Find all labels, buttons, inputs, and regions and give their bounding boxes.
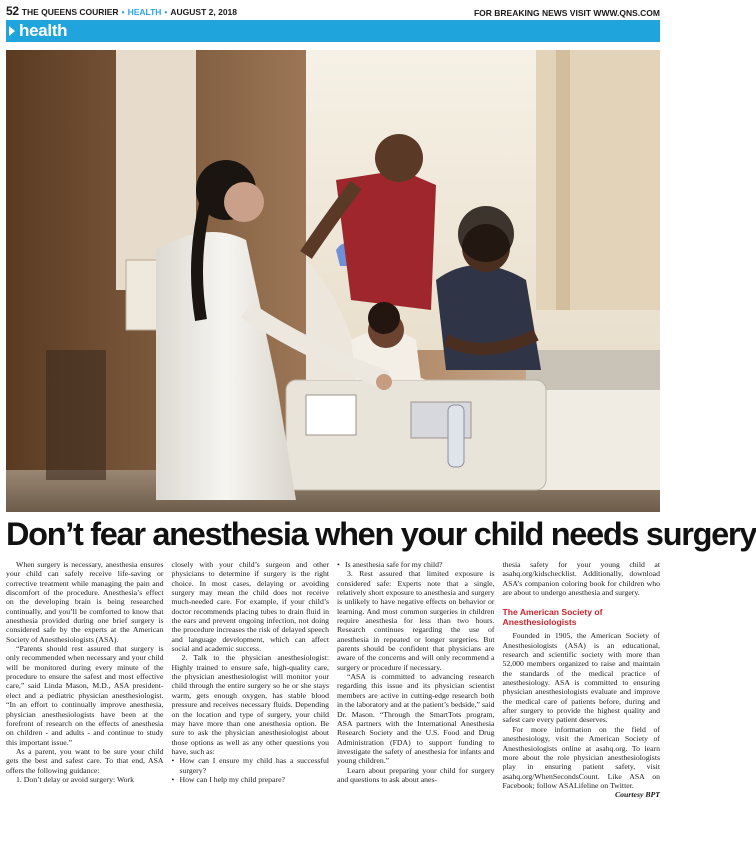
girl-hair xyxy=(368,302,400,334)
bed-screen xyxy=(306,395,356,435)
paragraph: thesia safety for your young child at asahq.org/kidschecklist. Additionally, download ASA’s companion coloring book for children who are about to undergo anesthesia and surgery. xyxy=(502,560,660,598)
doctor-hand xyxy=(376,374,392,390)
father-head xyxy=(375,134,423,182)
page-header xyxy=(6,4,660,18)
photo-illustration xyxy=(6,50,660,512)
side-rail xyxy=(526,350,660,390)
paragraph: 2. Talk to the physician anesthesiologist: Highly trained to ensure safe, high-quality care, the physician anesthesiologist will monitor your child through the entire surgery so he or she stays warm, gets enough oxygen, has stable blood pressure and receives necessary fluids. Depending on the location and type of surgery, your child may have more than one anesthesia option. Be sure to ask the physician anesthesiologist about those options as well as any other questions you have, such as: xyxy=(171,653,329,756)
paragraph: “ASA is committed to advancing research regarding this issue and its physician scientist members are active in cutting-edge research both in the laboratory and at the patient’s bedside,” said Dr. Mason. “Through the SmartTots program, ASA partners with the International Anesthesia Research Society and the U.S. Food and Drug Administration (FDA) to support funding to investigate the safety of anesthesia for infants and young children.” xyxy=(337,672,495,766)
article-body xyxy=(6,560,660,842)
paragraph: 3. Rest assured that limited exposure is considered safe: Experts note that a single, relatively short exposure to anesthesia and surgery is unlikely to have negative effects on behavior or learning. And most common surgeries in children require anesthesia for less than two hours. Research continues regarding the use of anesthesia in repeated or longer surgeries. But parents should be confident that physicians are aware of the concerns and will only recommend a surgery or procedure if necessary. xyxy=(337,569,495,672)
foreground-equipment xyxy=(46,350,106,480)
section-label: health xyxy=(19,21,68,40)
paragraph: closely with your child’s surgeon and other physicians to determine if surgery is the right choice. In most cases, delaying or avoiding surgery may mean the child does not receive much-needed care. For example, if your child’s doctor recommends placing tubes to drain fluid in the ears and prevent ongoing infection, not doing the procedure increases the risk of delayed speech and language development, which can affect social and academic success. xyxy=(171,560,329,654)
list-item: • Is anesthesia safe for my child? xyxy=(337,560,495,569)
bed-remote xyxy=(448,405,464,467)
headline: Don’t fear anesthesia when your child needs surgery xyxy=(6,516,756,552)
article-photo xyxy=(6,50,660,512)
header-separator: • xyxy=(121,7,125,17)
publication-name: THE QUEENS COURIER xyxy=(21,7,119,17)
article-subhead: The American Society of Anesthesiologists xyxy=(502,607,603,628)
section-banner xyxy=(6,20,660,42)
article-column-4 xyxy=(503,560,661,842)
paragraph: Founded in 1905, the American Society of Anesthesiologists (ASA) is an educational, research and scientific society with more than 52,000 members organized to raise and maintain the standards of the medical practice of anesthesiology. ASA is committed to ensuring physician anesthesiologists evaluate and improve the medical care of patients before, during and after surgery to provide the highest quality and safest care every patient deserves. xyxy=(502,631,660,725)
paragraph: When surgery is necessary, anesthesia ensures your child can safely receive life-saving or corrective treatment while managing the pain and discomfort of the procedure. Anesthesia’s effect on the developing brain is being researched continually, and you’ll be comforted to know that anesthesia provided during one brief surgery is considered safe by the experts at the American Society of Anesthesiologists (ASA). xyxy=(6,560,164,644)
header-left xyxy=(6,4,237,18)
list-item: • How can I ensure my child has a successful surgery? xyxy=(172,756,330,775)
list-item: • How can I help my child prepare? xyxy=(172,775,330,784)
paragraph: 1. Don’t delay or avoid surgery: Work xyxy=(16,774,134,784)
page-number: 52 xyxy=(6,4,19,18)
paragraph: For more information on the field of anesthesiology, visit the American Society of Anesthesiologists online at asahq.org. To learn more about the role physician anesthesiologists play in ensuring patient safety, visit asahq.org/WhenSecondsCount. Like ASA on Facebook; follow ASALifeline on Twitter. xyxy=(502,724,660,790)
curtain-fold xyxy=(556,50,570,310)
photo-credit: Courtesy BPT xyxy=(615,790,660,800)
article-column-1 xyxy=(6,560,164,842)
mother-hair xyxy=(458,206,514,262)
issue-date: AUGUST 2, 2018 xyxy=(170,7,238,17)
section-arrow-icon xyxy=(9,26,15,36)
doctor-face xyxy=(224,182,264,222)
curtain xyxy=(536,50,660,310)
paragraph: As a parent, you want to be sure your child gets the best and safest care. To that end, ASA offers the following guidance: xyxy=(6,746,164,775)
article-column-3 xyxy=(337,560,495,842)
article-column-2 xyxy=(172,560,330,842)
paragraph: Learn about preparing your child for surgery and questions to ask about anes- xyxy=(337,765,495,784)
paragraph: “Parents should rest assured that surgery is only recommended when necessary and your child will be monitored during every minute of the procedure to ensure the safest and most effective care,” said Linda Mason, M.D., ASA president-elect and a pediatric physician anesthesiologist. “In an effort to continually improve anesthesia, physician anesthesiologists have been at the forefront of research on the effects of anesthesia on children - and adults - and continue to study this important issue.” xyxy=(6,644,164,747)
header-separator: • xyxy=(164,7,168,17)
header-section: HEALTH xyxy=(127,7,162,17)
breaking-news-link[interactable]: FOR BREAKING NEWS VISIT WWW.QNS.COM xyxy=(473,8,660,18)
